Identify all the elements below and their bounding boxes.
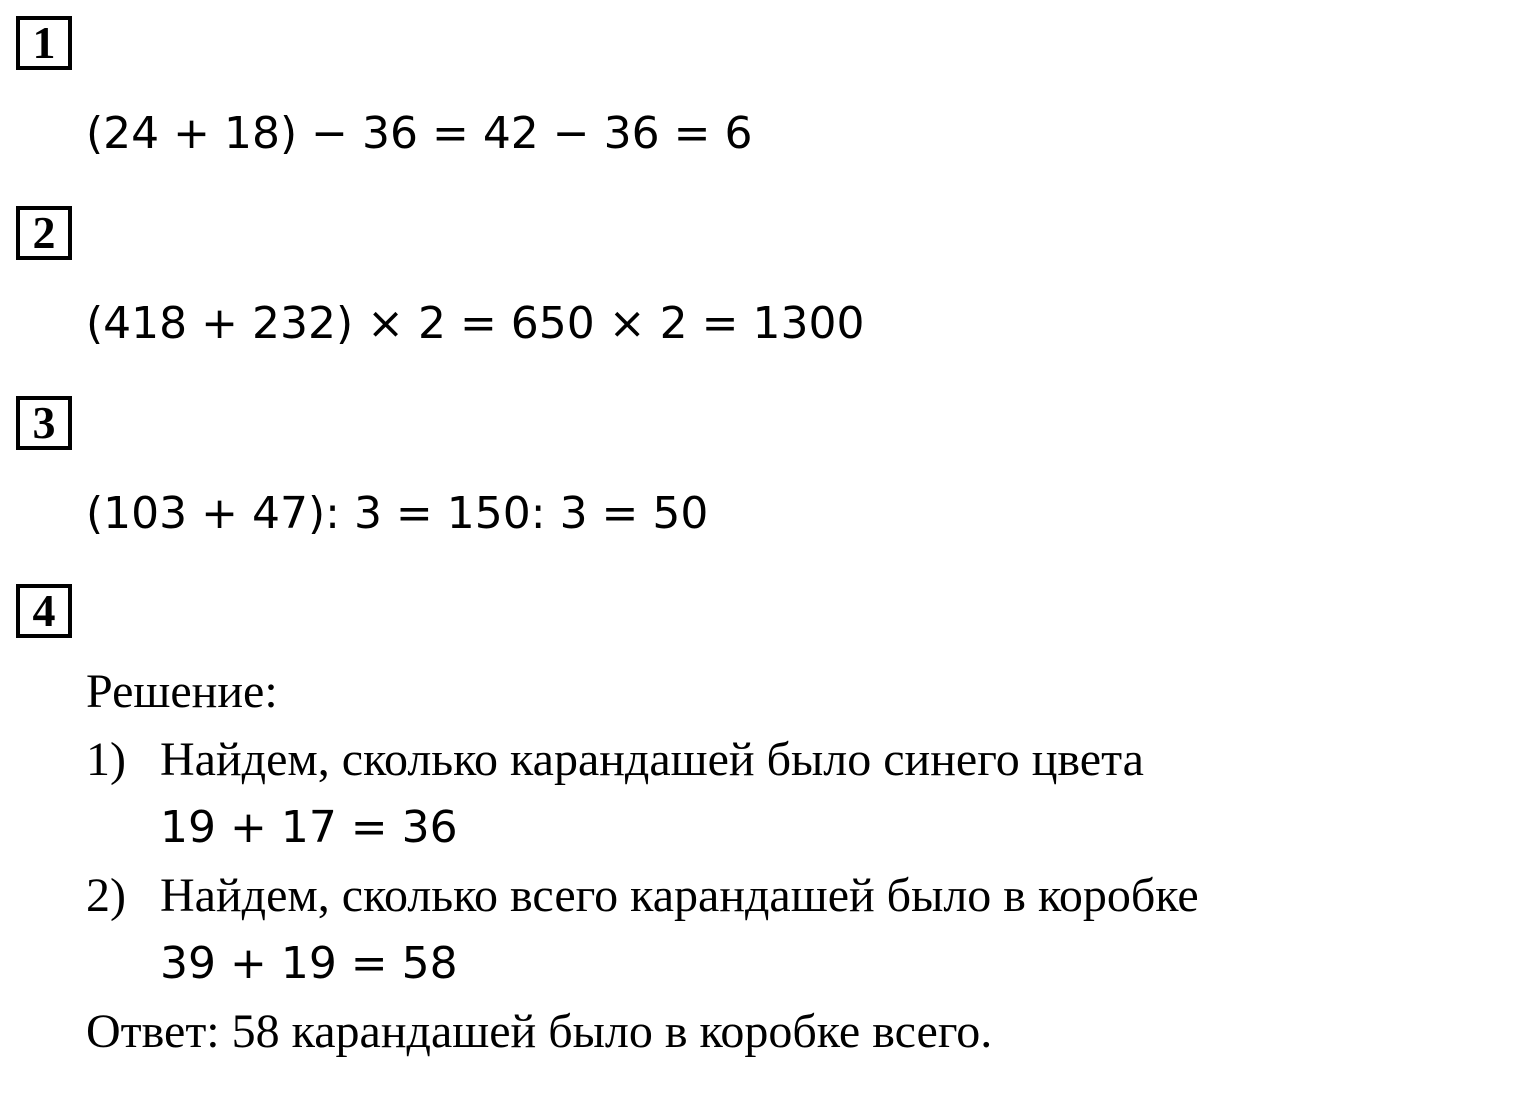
answer-text: Ответ: 58 карандашей было в коробке всего. — [86, 1005, 993, 1058]
task-number-3: 3 — [16, 396, 72, 450]
task-number-4: 4 — [16, 584, 72, 638]
task-number-2: 2 — [16, 206, 72, 260]
step-2-text: Найдем, сколько всего карандашей было в коробке — [160, 869, 1199, 922]
task-1-expression: (24 + 18) − 36 = 42 − 36 = 6 — [86, 108, 753, 159]
task-number-1: 1 — [16, 16, 72, 70]
step-2-index: 2) — [86, 869, 126, 922]
solution-heading: Решение: — [86, 665, 278, 718]
task-3-expression: (103 + 47): 3 = 150: 3 = 50 — [86, 488, 709, 539]
step-1-expression: 19 + 17 = 36 — [160, 802, 458, 853]
step-2-expression: 39 + 19 = 58 — [160, 938, 458, 989]
task-2-expression: (418 + 232) × 2 = 650 × 2 = 1300 — [86, 298, 865, 349]
step-1-index: 1) — [86, 733, 126, 786]
step-1-text: Найдем, сколько карандашей было синего цвета — [160, 733, 1144, 786]
